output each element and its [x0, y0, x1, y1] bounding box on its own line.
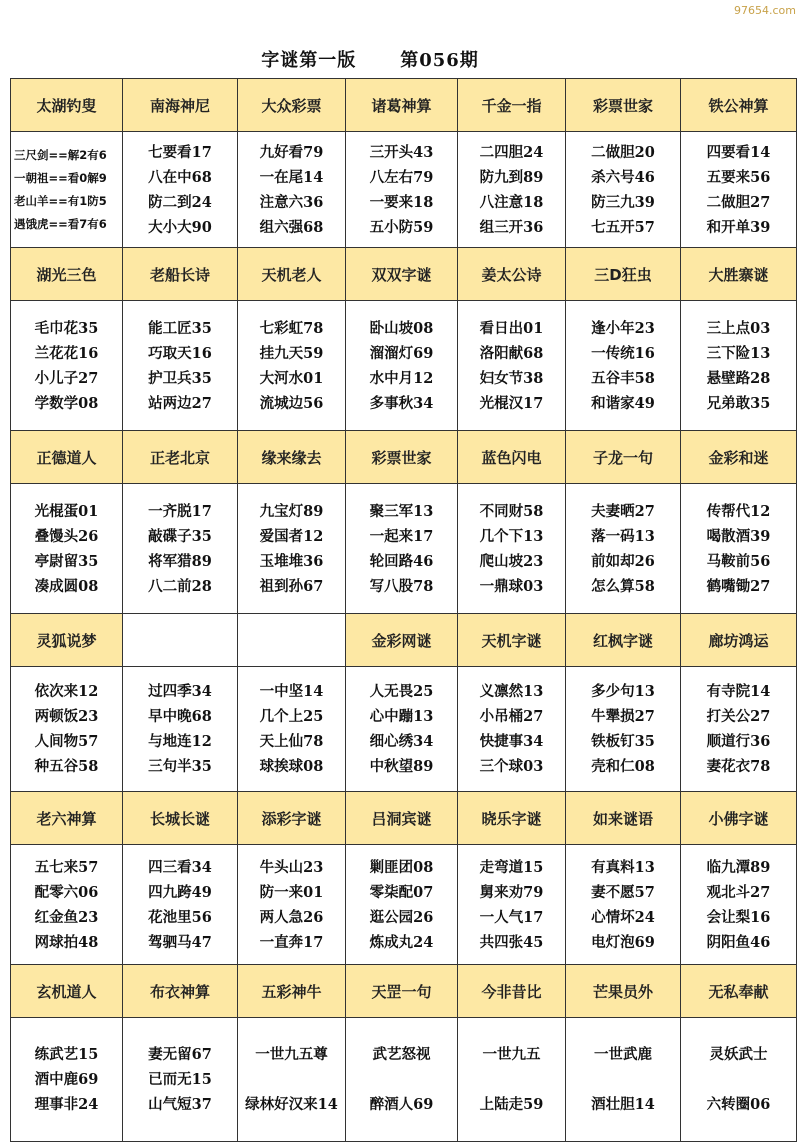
- riddle-line: 四九跨49: [148, 883, 212, 901]
- riddle-cell: [681, 1018, 797, 1142]
- riddle-line: [238, 1067, 345, 1092]
- riddle-line: 一世九五: [482, 1046, 541, 1063]
- riddle-line: 喝散酒39: [706, 527, 771, 545]
- source-name: 灵狐说梦: [11, 614, 123, 667]
- riddle-line: 叠馒头26: [34, 527, 99, 545]
- riddle-cell: [11, 484, 123, 614]
- riddle-line: 几个上25: [259, 708, 324, 725]
- riddle-line: 三开头43: [369, 143, 434, 161]
- riddle-line: 小吊桶27: [479, 708, 544, 725]
- riddle-cell: [238, 132, 346, 248]
- riddle-cell: [458, 484, 566, 614]
- riddle-line: [566, 1067, 680, 1092]
- riddle-line: 快捷事34: [479, 733, 544, 750]
- riddle-line: 顺道行36: [706, 733, 771, 750]
- riddle-cell: [458, 845, 566, 965]
- riddle-line: 和开单39: [706, 218, 771, 236]
- riddle-line: 两人急26: [259, 908, 324, 926]
- page-title: [175, 46, 565, 72]
- riddle-cell: [123, 484, 238, 614]
- riddle-line: 一人气17: [479, 908, 544, 926]
- riddle-line: 敲碟子35: [148, 527, 212, 545]
- riddle-cell: [458, 132, 566, 248]
- riddle-line: 玉堆堆36: [259, 552, 324, 570]
- riddle-line: 几个下13: [479, 527, 544, 545]
- riddle-line: 铁板钉35: [591, 733, 655, 750]
- riddle-line: 大河水01: [259, 369, 324, 387]
- riddle-line: 天上仙78: [259, 733, 324, 750]
- riddle-line: 五小防59: [369, 218, 434, 236]
- riddle-line: 爬山坡23: [479, 552, 544, 570]
- riddle-line: 一中坚14: [259, 683, 324, 700]
- riddle-cell: [681, 484, 797, 614]
- riddle-cell: [123, 132, 238, 248]
- riddle-cell: [238, 484, 346, 614]
- source-name: 玄机道人: [11, 965, 123, 1018]
- source-name: 五彩神牛: [238, 965, 346, 1018]
- riddle-line: 大小大90: [148, 218, 212, 236]
- source-name: 彩票世家: [346, 431, 458, 484]
- section-body-row: [11, 1018, 797, 1142]
- title-banner: [175, 38, 565, 80]
- source-name: 子龙一句: [566, 431, 681, 484]
- riddle-line: 山气短37: [148, 1096, 212, 1113]
- source-name: 晓乐字谜: [458, 792, 566, 845]
- riddle-cell: [238, 1018, 346, 1142]
- riddle-line: 前如却26: [591, 552, 655, 570]
- riddle-line: 光棍汉17: [479, 394, 544, 412]
- riddle-line: 二做胆20: [591, 143, 655, 161]
- riddle-line: 细心绣34: [369, 733, 434, 750]
- riddle-line: 人无畏25: [369, 683, 434, 700]
- riddle-line: 组三开36: [479, 218, 544, 236]
- section-header-row: [11, 248, 797, 301]
- riddle-line: 一朝祖==看0解9: [14, 170, 107, 185]
- riddle-line: 红金鱼23: [34, 908, 99, 926]
- riddle-line: 聚三军13: [369, 502, 434, 520]
- riddle-line: 二四胆24: [479, 143, 544, 161]
- source-name: 金彩网谜: [346, 614, 458, 667]
- riddle-line: 一在尾14: [259, 168, 324, 186]
- riddle-line: 学数学08: [34, 394, 99, 412]
- riddle-line: 三句半35: [148, 758, 212, 775]
- riddle-cell: [566, 667, 681, 792]
- source-name: 缘来缘去: [238, 431, 346, 484]
- riddle-cell: [566, 484, 681, 614]
- riddle-cell: [11, 132, 123, 248]
- riddle-line: 心中蹦13: [369, 708, 434, 725]
- riddle-cell: [238, 845, 346, 965]
- source-name: 彩票世家: [566, 79, 681, 132]
- riddle-line: 种五谷58: [34, 758, 99, 775]
- riddle-line: 多事秋34: [369, 394, 434, 412]
- source-name: 姜太公诗: [458, 248, 566, 301]
- riddle-line: 酒中鹿69: [34, 1071, 99, 1088]
- riddle-line: 义凛然13: [479, 683, 544, 700]
- source-name: 长城长谜: [123, 792, 238, 845]
- section-body-row: [11, 301, 797, 431]
- riddle-line: 过四季34: [148, 683, 212, 700]
- source-name: [123, 614, 238, 667]
- riddle-line: 剿匪团08: [369, 858, 434, 876]
- source-name: [238, 614, 346, 667]
- riddle-cell: [346, 1018, 458, 1142]
- riddle-line: 两顿饭23: [34, 708, 99, 725]
- riddle-line: 鹤嘴锄27: [706, 577, 771, 595]
- riddle-line: 一齐脱17: [148, 502, 212, 520]
- riddle-line: 护卫兵35: [148, 369, 212, 387]
- riddle-cell: [123, 845, 238, 965]
- riddle-line: 网球拍48: [34, 933, 99, 951]
- riddle-cell: [346, 484, 458, 614]
- riddle-cell: [458, 1018, 566, 1142]
- watermark: 97654.com: [734, 4, 796, 17]
- riddle-line: 五七来57: [34, 858, 99, 876]
- riddle-line: 阴阳鱼46: [706, 933, 771, 951]
- source-name: 双双字谜: [346, 248, 458, 301]
- page-title-right: 第056期: [400, 50, 479, 71]
- riddle-cell: [11, 845, 123, 965]
- riddle-line: 五要来56: [706, 168, 771, 186]
- riddle-line: 水中月12: [369, 369, 434, 387]
- riddle-line: 练武艺15: [34, 1046, 99, 1063]
- riddle-line: 酒壮胆14: [591, 1096, 655, 1113]
- riddle-table: [10, 78, 797, 1142]
- riddle-line: 走弯道15: [479, 858, 544, 876]
- riddle-line: 驾驷马47: [148, 933, 212, 951]
- source-name: 诸葛神算: [346, 79, 458, 132]
- source-name: 天机字谜: [458, 614, 566, 667]
- riddle-line: 落一码13: [591, 527, 655, 545]
- riddle-line: 三下险13: [706, 344, 771, 362]
- riddle-line: 早中晚68: [148, 708, 212, 725]
- source-name: 芒果员外: [566, 965, 681, 1018]
- riddle-line: 逢小年23: [591, 319, 655, 337]
- riddle-line: 六转圈06: [706, 1096, 771, 1113]
- riddle-line: 写八股78: [369, 577, 434, 595]
- source-name: 大胜寨谜: [681, 248, 797, 301]
- source-name: 蓝色闪电: [458, 431, 566, 484]
- riddle-cell: [238, 301, 346, 431]
- riddle-cell: [566, 845, 681, 965]
- source-name: 湖光三色: [11, 248, 123, 301]
- source-name: 红枫字谜: [566, 614, 681, 667]
- source-name: 千金一指: [458, 79, 566, 132]
- riddle-cell: [346, 132, 458, 248]
- riddle-line: 醉酒人69: [369, 1096, 434, 1113]
- riddle-line: 打关公27: [706, 708, 771, 725]
- source-name: 大众彩票: [238, 79, 346, 132]
- riddle-line: 七五开57: [591, 218, 655, 236]
- riddle-line: 舅来劝79: [479, 883, 544, 901]
- riddle-line: 防一来01: [259, 883, 324, 901]
- riddle-line: 心情坏24: [591, 908, 655, 926]
- riddle-line: 传帮代12: [706, 502, 771, 520]
- section-body-row: [11, 845, 797, 965]
- riddle-line: 挂九天59: [259, 344, 324, 362]
- riddle-cell: [566, 1018, 681, 1142]
- riddle-line: 会让梨16: [706, 908, 771, 926]
- riddle-line: 观北斗27: [706, 883, 771, 901]
- page-title-left: 字谜第一版: [261, 50, 357, 71]
- riddle-cell: [458, 301, 566, 431]
- riddle-cell: [123, 667, 238, 792]
- riddle-line: 牛犟损27: [591, 708, 655, 725]
- riddle-line: 八在中68: [148, 168, 212, 186]
- section-header-row: [11, 614, 797, 667]
- source-name: 南海神尼: [123, 79, 238, 132]
- riddle-line: 溜溜灯69: [369, 344, 434, 362]
- riddle-line: 巧取天16: [148, 344, 212, 362]
- source-name: 如来谜语: [566, 792, 681, 845]
- riddle-line: 人间物57: [34, 733, 99, 750]
- source-name: 三D狂虫: [566, 248, 681, 301]
- riddle-line: 二做胆27: [706, 193, 771, 211]
- riddle-line: 爱国者12: [259, 527, 324, 545]
- riddle-line: 兰花花16: [34, 344, 99, 362]
- riddle-line: 一直奔17: [259, 933, 324, 951]
- riddle-line: 将军猎89: [148, 552, 212, 570]
- riddle-line: 防二到24: [148, 193, 212, 211]
- riddle-line: 花池里56: [148, 908, 212, 926]
- source-name: 铁公神算: [681, 79, 797, 132]
- riddle-line: 七彩虹78: [259, 319, 324, 337]
- riddle-line: 防三九39: [591, 193, 655, 211]
- riddle-line: 中秋望89: [369, 758, 434, 775]
- riddle-line: 共四张45: [479, 933, 544, 951]
- section-body-row: [11, 132, 797, 248]
- riddle-line: 武艺怒视: [372, 1046, 431, 1063]
- riddle-cell: [458, 667, 566, 792]
- riddle-line: [458, 1067, 565, 1092]
- riddle-line: [346, 1067, 457, 1092]
- riddle-cell: [346, 845, 458, 965]
- source-name: 无私奉献: [681, 965, 797, 1018]
- riddle-line: 四三看34: [148, 858, 212, 876]
- riddle-line: 小儿子27: [34, 369, 99, 387]
- riddle-line: 已而无15: [148, 1071, 212, 1088]
- riddle-line: 灵妖武士: [709, 1046, 768, 1063]
- riddle-cell: [566, 301, 681, 431]
- source-name: 添彩字谜: [238, 792, 346, 845]
- riddle-line: 注意六36: [259, 193, 324, 211]
- riddle-line: 毛巾花35: [34, 319, 99, 337]
- source-name: 太湖钓叟: [11, 79, 123, 132]
- riddle-table-body: [11, 79, 797, 1142]
- section-header-row: [11, 431, 797, 484]
- riddle-line: [681, 1067, 796, 1092]
- riddle-line: 电灯泡69: [591, 933, 655, 951]
- riddle-line: 五谷丰58: [591, 369, 655, 387]
- source-name: 天罡一句: [346, 965, 458, 1018]
- riddle-line: 遇饿虎==看7有6: [14, 216, 107, 231]
- riddle-line: 九宝灯89: [259, 502, 324, 520]
- riddle-line: 妻花衣78: [706, 758, 771, 775]
- riddle-line: 洛阳献68: [479, 344, 544, 362]
- riddle-line: 七要看17: [148, 143, 212, 161]
- section-body-row: [11, 484, 797, 614]
- riddle-line: 杀六号46: [591, 168, 655, 186]
- riddle-line: 有寺院14: [706, 683, 771, 700]
- section-header-row: [11, 792, 797, 845]
- riddle-line: 能工匠35: [148, 319, 212, 337]
- riddle-line: 八二前28: [148, 577, 212, 595]
- riddle-line: 亭尉留35: [34, 552, 99, 570]
- riddle-line: 牛头山23: [259, 858, 324, 876]
- riddle-cell: [346, 301, 458, 431]
- riddle-line: 一要来18: [369, 193, 434, 211]
- source-name: 廊坊鸿运: [681, 614, 797, 667]
- riddle-line: 光棍蛋01: [34, 502, 99, 520]
- source-name: 正老北京: [123, 431, 238, 484]
- section-header-row: [11, 965, 797, 1018]
- riddle-cell: [346, 667, 458, 792]
- riddle-line: 马鞍前56: [706, 552, 771, 570]
- riddle-line: 妇女节38: [479, 369, 544, 387]
- source-name: 老船长诗: [123, 248, 238, 301]
- riddle-line: 三上点03: [706, 319, 771, 337]
- source-name: 小佛字谜: [681, 792, 797, 845]
- riddle-line: 临九潭89: [706, 858, 771, 876]
- source-name: 今非昔比: [458, 965, 566, 1018]
- riddle-line: 轮回路46: [369, 552, 434, 570]
- source-name: 金彩和迷: [681, 431, 797, 484]
- riddle-cell: [681, 132, 797, 248]
- riddle-line: 有真料13: [591, 858, 655, 876]
- riddle-line: 配零六06: [34, 883, 99, 901]
- riddle-line: 一传统16: [591, 344, 655, 362]
- riddle-line: 看日出01: [479, 319, 544, 337]
- riddle-line: 理事非24: [34, 1096, 99, 1113]
- riddle-line: 球挨球08: [259, 758, 324, 775]
- source-name: 布衣神算: [123, 965, 238, 1018]
- riddle-line: 与地连12: [148, 733, 212, 750]
- riddle-line: 炼成丸24: [369, 933, 434, 951]
- riddle-line: 怎么算58: [591, 577, 655, 595]
- riddle-line: 九好看79: [259, 143, 324, 161]
- riddle-cell: [238, 667, 346, 792]
- section-body-row: [11, 667, 797, 792]
- riddle-line: 祖到孙67: [259, 577, 324, 595]
- riddle-line: 八注意18: [479, 193, 544, 211]
- riddle-line: 卧山坡08: [369, 319, 434, 337]
- riddle-line: 兄弟敢35: [706, 394, 771, 412]
- riddle-line: 多少句13: [591, 683, 655, 700]
- riddle-line: 四要看14: [706, 143, 771, 161]
- riddle-cell: [11, 667, 123, 792]
- riddle-line: 零柒配07: [369, 883, 434, 901]
- source-name: 老六神算: [11, 792, 123, 845]
- riddle-line: 一起来17: [369, 527, 434, 545]
- riddle-cell: [123, 301, 238, 431]
- riddle-line: 三尺剑==解2有6: [14, 147, 107, 162]
- riddle-line: 一鼎球03: [479, 577, 544, 595]
- riddle-cell: [11, 301, 123, 431]
- riddle-line: 妻不愿57: [591, 883, 655, 901]
- riddle-cell: [566, 132, 681, 248]
- riddle-line: 站两边27: [148, 394, 212, 412]
- riddle-line: 逛公园26: [369, 908, 434, 926]
- riddle-line: 夫妻晒27: [591, 502, 655, 520]
- riddle-cell: [681, 845, 797, 965]
- riddle-line: 一世九五尊: [255, 1046, 328, 1063]
- riddle-line: 不同财58: [479, 502, 544, 520]
- riddle-line: 绿林好汉来14: [245, 1096, 338, 1113]
- riddle-line: 上陆走59: [479, 1096, 544, 1113]
- source-name: 天机老人: [238, 248, 346, 301]
- riddle-line: 悬壁路28: [706, 369, 771, 387]
- riddle-line: 和谐家49: [591, 394, 655, 412]
- riddle-line: 防九到89: [479, 168, 544, 186]
- riddle-cell: [11, 1018, 123, 1142]
- riddle-line: 一世武鹿: [594, 1046, 652, 1063]
- riddle-cell: [681, 301, 797, 431]
- riddle-line: 凑成圆08: [34, 577, 99, 595]
- riddle-line: 依次来12: [34, 683, 99, 700]
- source-name: 吕洞宾谜: [346, 792, 458, 845]
- riddle-cell: [123, 1018, 238, 1142]
- riddle-line: 妻无留67: [148, 1046, 212, 1063]
- riddle-line: 组六强68: [259, 218, 324, 236]
- section-header-row: [11, 79, 797, 132]
- riddle-line: 流城边56: [259, 394, 324, 412]
- source-name: 正德道人: [11, 431, 123, 484]
- riddle-line: 老山羊==有1防5: [14, 193, 107, 208]
- riddle-line: 八左右79: [369, 168, 434, 186]
- riddle-line: 三个球03: [479, 758, 544, 775]
- riddle-line: 壳和仁08: [591, 758, 655, 775]
- riddle-cell: [681, 667, 797, 792]
